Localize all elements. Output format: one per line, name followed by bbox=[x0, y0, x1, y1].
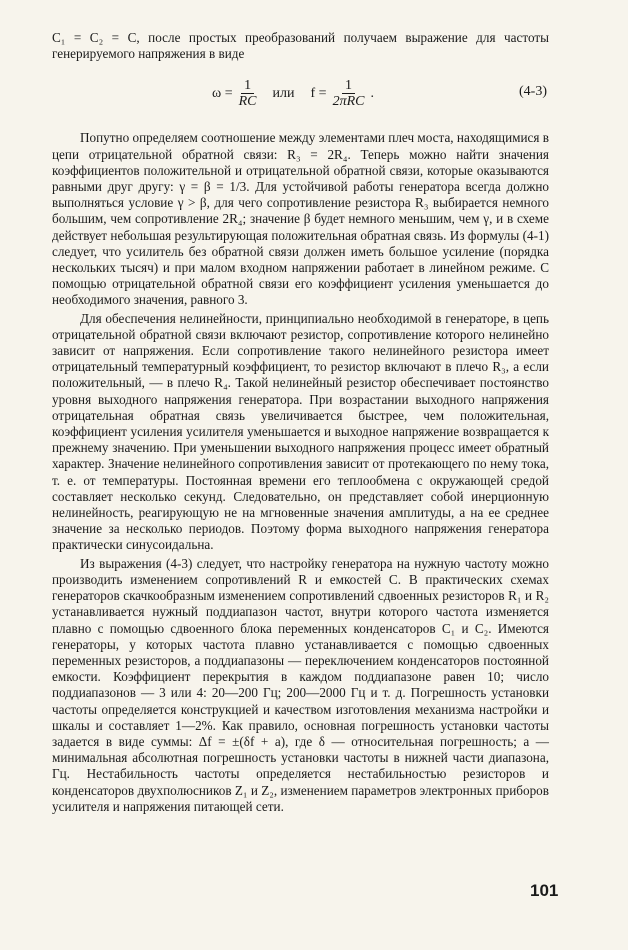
formula-end-dot: . bbox=[370, 85, 374, 101]
formula-4-3 bbox=[52, 72, 549, 114]
omega-denominator: RC bbox=[238, 94, 257, 110]
formula-expression bbox=[212, 78, 374, 109]
omega-numerator: 1 bbox=[241, 78, 254, 94]
intro-paragraph: C₁ = C₂ = C, после простых преобразований получаем выражение для частоты генерируемого напряжения в виде bbox=[52, 30, 549, 62]
formula-separator: или bbox=[272, 85, 295, 101]
paragraph-bridge-ratio: Попутно определяем соотношение между элементами плеч моста, находящимися в цепи отрицательной обратной связи: R₃ = 2R₄. Теперь можно найти значения коэффициентов положительной и отрицательной обратной связи, которые оказываются равными друг другу: γ = β = 1/3. Для устойчивой работы генератора всегда должно выполняться условие γ > β, для чего сопротивление резистора R₃ выбирается немного большим, чем сопротивление 2R₄; значение β будет немного меньшим, чем γ, и в схеме действует небольшая результирующая положительная обратная связь. Из формулы (4-1) следует, что усилитель без обратной связи должен иметь большое усиление (порядка нескольких тысяч) и при малом входном напряжении работает в линейном режиме. С помощью отрицательной обратной связи его коэффициент усиления уменьшается до необходимого значения, равного 3. bbox=[52, 130, 549, 308]
f-numerator: 1 bbox=[342, 78, 355, 94]
f-lhs: f = bbox=[310, 85, 327, 101]
equation-number: (4-3) bbox=[519, 84, 547, 100]
omega-fraction bbox=[239, 78, 257, 109]
page-body bbox=[52, 30, 549, 815]
omega-lhs: ω = bbox=[212, 85, 233, 101]
paragraph-frequency-tuning: Из выражения (4-3) следует, что настройку генератора на нужную частоту можно производить изменением сопротивлений R и емкостей C. В практических схемах генераторов скачкообразным изменением сопротивлений сдвоенных резисторов R₁ и R₂ устанавливается нужный поддиапазон частот, внутри которого частота изменяется плавно с помощью сдвоенного блока переменных конденсаторов C₁ и C₂. Имеются генераторы, у которых частота плавно устанавливается с помощью сдвоенных переменных резисторов, а поддиапазоны — переключением конденсаторов постоянной емкости. Коэффициент перекрытия в каждом поддиапазоне равен 10; число поддиапазонов — 3 или 4: 20—200 Гц; 200—2000 Гц и т. д. Погрешность установки частоты определяется конструкцией и качеством изготовления механизма настройки и шкалы и составляет 1—2%. Как правило, основная погрешность установки частоты задается в виде суммы: Δf = ±(δf + a), где δ — относительная погрешность; a — минимальная абсолютная погрешность установки частоты в нижней части диапазона, Гц. Нестабильность частоты определяется нестабильностью резисторов и конденсаторов двухполюсников Z₁ и Z₂, изменением параметров электронных приборов усилителя и напряжения питающей сети. bbox=[52, 555, 549, 814]
paragraph-nonlinearity: Для обеспечения нелинейности, принципиально необходимой в генераторе, в цепь отрицательной обратной связи включают резистор, сопротивление которого нелинейно зависит от напряжения. Если сопротивление такого нелинейного резистора имеет отрицательный температурный коэффициент, то резистор включают в плечо R₃, а если положительный, — в плечо R₄. Такой нелинейный резистор обеспечивает постоянство уровня выходного напряжения генератора. При возрастании выходного напряжения отрицательная обратная связь увеличивается быстрее, чем положительная, коэффициент усиления усилителя уменьшается и выходное напряжение возвращается к прежнему значению. При уменьшении выходного напряжения процесс имеет обратный характер. Значение нелинейного сопротивления зависит от протекающего по нему тока, т. е. от температуры. Постоянная времени его теплообмена с окружающей средой составляет несколько секунд. Следовательно, он представляет собой инерционную нелинейность, реагирующую не на мгновенные значения амплитуды, а на ее среднее значение за несколько периодов. Поэтому форма выходного напряжения генератора практически синусоидальна. bbox=[52, 310, 549, 553]
f-denominator: 2πRC bbox=[332, 94, 365, 110]
page-number: 101 bbox=[530, 881, 559, 900]
f-fraction bbox=[333, 78, 365, 109]
